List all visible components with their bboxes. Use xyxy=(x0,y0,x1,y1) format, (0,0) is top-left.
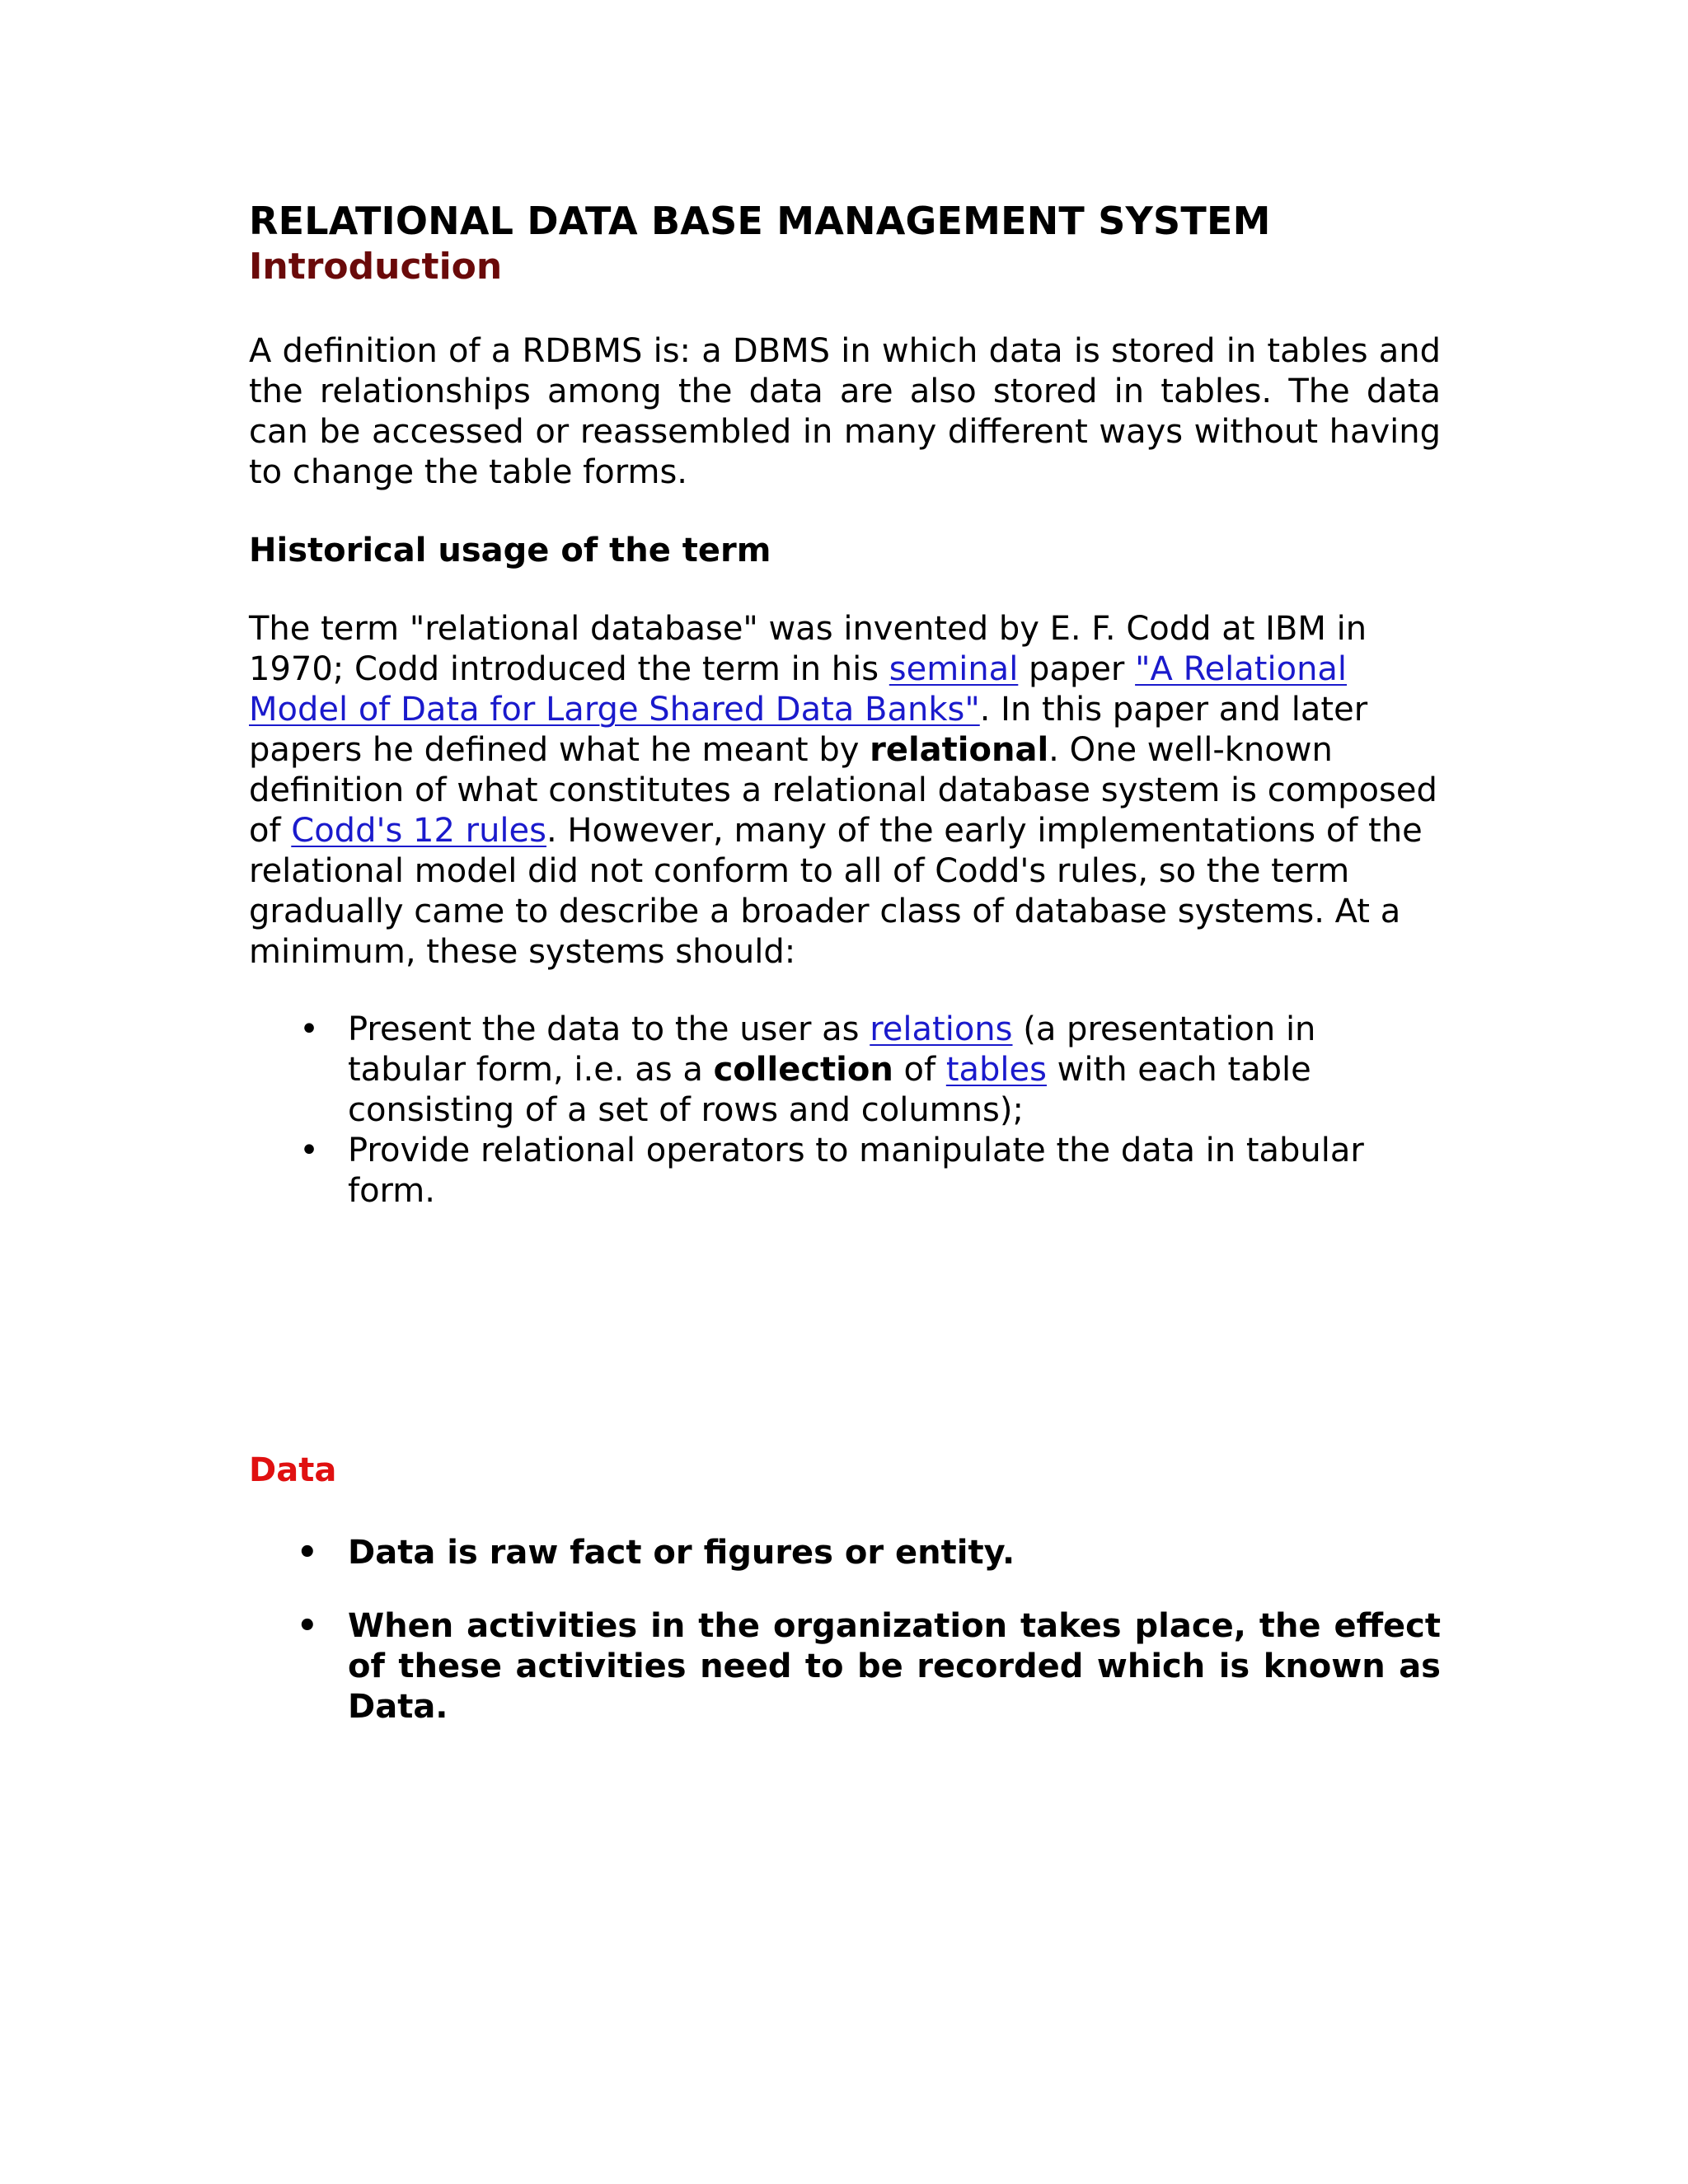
codds-12-rules-link[interactable]: Codd's 12 rules xyxy=(291,812,546,850)
historical-paragraph xyxy=(249,609,1441,972)
bullet-1-text-2: (a presentation in tabular form, i.e. as a xyxy=(348,1010,1316,1089)
bullet-icon: • xyxy=(299,1132,319,1169)
historical-text-4: . One well-known definition of what constitutes a relational database system is composed of xyxy=(249,731,1437,850)
list-item xyxy=(249,1010,1441,1131)
list-item xyxy=(249,1131,1441,1212)
tables-link[interactable]: tables xyxy=(945,1051,1047,1089)
historical-usage-heading: Historical usage of the term xyxy=(249,532,771,569)
intro-paragraph: A definition of a RDBMS is: a DBMS in which data is stored in tables and the relationships among the data are also stored in tables. The data can be accessed or reassembled in many different ways without having to change the table forms. xyxy=(249,332,1441,491)
bullet-1-text-4: with each table consisting of a set of rows and columns); xyxy=(348,1051,1311,1129)
bullet-icon: • xyxy=(299,1010,319,1048)
data-definition-list xyxy=(249,1533,1441,1760)
bullet-1-text-1: Present the data to the user as xyxy=(348,1010,870,1048)
collection-bold-term: collection xyxy=(713,1051,893,1089)
data-bullet-2-text: When activities in the organization takes place, the effect of these activities need to be recorded which is known as Data. xyxy=(348,1607,1441,1726)
relations-link[interactable]: relations xyxy=(870,1010,1013,1048)
historical-text-1: The term "relational database" was invented by E. F. Codd at IBM in 1970; Codd introduced the term in his xyxy=(249,610,1367,688)
codd-paper-link[interactable]: "A Relational Model of Data for Large Shared Data Banks" xyxy=(249,650,1348,729)
list-item xyxy=(249,1533,1441,1573)
bullet-1-text-3: of xyxy=(893,1051,946,1089)
relational-bold-term: relational xyxy=(870,731,1049,769)
bullet-icon: • xyxy=(297,1607,318,1645)
data-heading: Data xyxy=(249,1451,337,1489)
bullet-icon: • xyxy=(297,1534,318,1572)
data-bullet-1-text: Data is raw fact or figures or entity. xyxy=(348,1534,1015,1572)
system-requirements-list xyxy=(249,1010,1441,1212)
list-item xyxy=(249,1606,1441,1727)
introduction-heading: Introduction xyxy=(249,246,503,288)
seminal-link[interactable]: seminal xyxy=(889,650,1019,688)
historical-text-2: paper xyxy=(1018,650,1136,688)
historical-text-5: . However, many of the early implementations of the relational model did not conform to all of Codd's rules, so the term gradually came to describe a broader class of database systems. At a minimum, these systems should: xyxy=(249,812,1423,971)
bullet-2-text: Provide relational operators to manipulate the data in tabular form. xyxy=(348,1132,1364,1210)
document-title: RELATIONAL DATA BASE MANAGEMENT SYSTEM xyxy=(249,199,1271,243)
historical-text-3: . In this paper and later papers he defined what he meant by xyxy=(249,691,1368,769)
document-content xyxy=(249,198,1441,1212)
